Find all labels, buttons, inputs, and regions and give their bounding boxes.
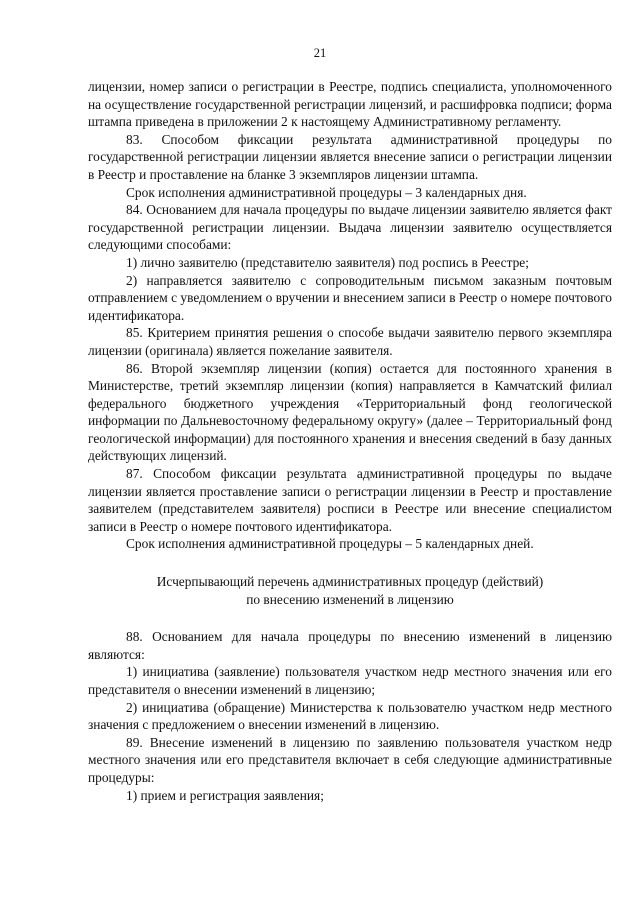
paragraph-88: 88. Основанием для начала процедуры по внесению изменений в лицензию являются: bbox=[88, 629, 612, 662]
paragraph-84: 84. Основанием для начала процедуры по выдаче лицензии заявителю является факт государственной регистрации лицензии. Выдача лицензии заявителю осуществляется следующими способами: bbox=[88, 202, 612, 253]
list-item-88-2: 2) инициатива (обращение) Министерства к пользователю участком недр местного значения с предложением о внесении изменений в лицензию. bbox=[88, 699, 612, 733]
paragraph-86: 86. Второй экземпляр лицензии (копия) остается для постоянного хранения в Министерстве, третий экземпляр лицензии (копия) направляется в Камчатский филиал федерального бюджетного учреждения «Территориальный фонд геологической информации по Дальневосточному федеральному округу» (далее – Территориальный фонд геологической информации) для постоянного хранения и внесения сведений в базу данных действующих лицензий. bbox=[88, 360, 612, 464]
section-heading-line-1: Исчерпывающий перечень административных процедур (действий) bbox=[156, 574, 544, 590]
paragraph-85: 85. Критерием принятия решения о способе выдачи заявителю первого экземпляра лицензии (оригинала) является пожелание заявителя. bbox=[88, 325, 612, 358]
paragraph-deadline-5-days: Срок исполнения административной процедуры – 5 календарных дней. bbox=[126, 536, 534, 552]
paragraph-83: 83. Способом фиксации результата административной процедуры по государственной регистрации лицензии является внесение записи о регистрации лицензии в Реестр и проставление на бланке 3 экземпляров лицензии штампа. bbox=[88, 131, 612, 182]
paragraph-continuation: лицензии, номер записи о регистрации в Реестре, подпись специалиста, уполномоченного на осуществление государственной регистрации лицензий, и расшифровка подписи; форма штампа приведена в приложении 2 к настоящему Административному регламенту. bbox=[88, 79, 612, 130]
list-item-89-1: 1) прием и регистрация заявления; bbox=[126, 787, 324, 803]
paragraph-deadline-3-days: Срок исполнения административной процедуры – 3 календарных дня. bbox=[126, 184, 527, 200]
section-heading-line-2: по внесению изменений в лицензию bbox=[246, 591, 454, 607]
page-number: 21 bbox=[313, 46, 327, 60]
document-body bbox=[88, 78, 612, 804]
list-item-84-1: 1) лично заявителю (представителю заявителя) под роспись в Реестре; bbox=[126, 254, 529, 270]
paragraph-89: 89. Внесение изменений в лицензию по заявлению пользователя участком недр местного значения или его представителя включает в себя следующие административные процедуры: bbox=[88, 734, 612, 785]
list-item-88-1: 1) инициатива (заявление) пользователя участком недр местного значения или его представителя о внесении изменений в лицензию; bbox=[88, 664, 612, 697]
list-item-84-2: 2) направляется заявителю с сопроводительным письмом заказным почтовым отправлением с уведомлением о вручении и внесением записи в Реестр о номере почтового идентификатора. bbox=[88, 272, 612, 323]
section-heading bbox=[88, 573, 612, 608]
paragraph-87: 87. Способом фиксации результата административной процедуры по выдаче лицензии является проставление записи о регистрации лицензии в Реестр и проставление заявителем (представителем заявителя) росписи в Реестре или внесение специалистом записи в Реестр о номере почтового идентификатора. bbox=[88, 466, 612, 534]
